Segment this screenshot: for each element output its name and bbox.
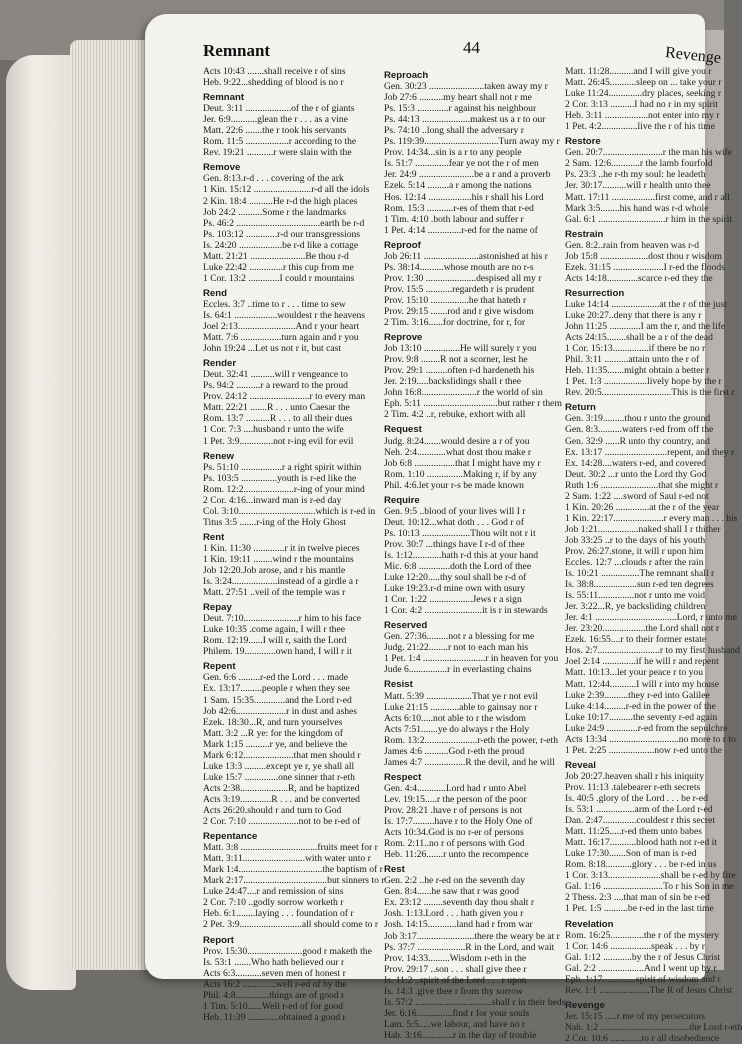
- concordance-entry: Matt. 27:51 ..veil of the temple was r: [203, 587, 346, 599]
- concordance-entry: Rom. 16:25..............the r of the mystery: [565, 929, 720, 941]
- concordance-entry: Ezek. 16:55....r to their former estate: [565, 634, 707, 646]
- concordance-entry: Ex. 13:17 ..........................repent, and they r: [565, 446, 735, 458]
- concordance-entry: Lam. 5:5.....we labour, and have no r: [384, 1018, 526, 1030]
- concordance-entry: James 4:7 .................R the devil, and he will: [384, 756, 555, 768]
- concordance-entry: Prov. 14:34...sin is a r to any people: [384, 147, 522, 159]
- concordance-entry: Ps. 46:2 ...................................earth be r-d: [203, 217, 365, 229]
- concordance-entry: Gal. 1:16 .........................To r his Son in me: [565, 881, 734, 893]
- concordance-entry: Is. 40:5 .glory of the Lord . . . be r-ed: [565, 793, 708, 804]
- concordance-entry: Luke 20:27..deny that there is any r: [565, 309, 702, 321]
- concordance-entry: Luke 14:14 ....................at the r of the just: [565, 298, 727, 310]
- concordance-entry: Is. 64:1 ..................wouldest r the heavens: [203, 309, 366, 321]
- concordance-entry: James 4:6 ..........God r-eth the proud: [384, 745, 525, 757]
- concordance-entry: Is. 53:1 .......Who hath believed our r: [203, 956, 345, 968]
- concordance-entry: Ps. 51:10 .................r a right spirit within: [203, 461, 362, 473]
- concordance-entry: Ex. 13:17.........people r when they see: [203, 683, 350, 695]
- section-heading: Repentance: [203, 831, 258, 843]
- concordance-entry: Luke 10:35 .come again, I will r thee: [203, 624, 345, 636]
- concordance-entry: 1 Cor. 3:13......................shall be r-ed by fire: [565, 870, 736, 882]
- concordance-entry: Deut. 3:11 ...................of the r of giants: [203, 103, 355, 115]
- concordance-entry: Luke 12:20.....thy soul shall be r-d of: [384, 572, 527, 584]
- concordance-entry: Acts 14:18.............scarce r-ed they the: [565, 272, 713, 284]
- concordance-entry: Gen. 8:3..........waters r-ed from off the: [565, 424, 714, 436]
- concordance-entry: Rom. 2:11..no r of persons with God: [384, 838, 525, 850]
- concordance-entry: Ezek. 5:14 .........a r among the nations: [384, 180, 532, 192]
- concordance-entry: Acts 13:34 .............................no more to r to: [565, 733, 736, 745]
- concordance-page: [145, 14, 742, 1044]
- concordance-entry: Matt. 11:28..........and I will give you r: [565, 66, 712, 77]
- concordance-entry: 2 Cor. 7:10 ..godly sorrow worketh r: [203, 897, 344, 909]
- section-heading: Reveal: [565, 759, 596, 771]
- concordance-entry: Deut. 10:12...what doth . . . God r of: [384, 516, 524, 528]
- concordance-entry: Eccles. 12:7 ...clouds r after the rain: [565, 557, 704, 569]
- section-heading: Renew: [203, 450, 234, 462]
- concordance-entry: Matt. 17:11 ..................first come, and r all: [565, 191, 730, 203]
- concordance-entry: Joel 2:13........................And r your heart: [203, 321, 360, 333]
- concordance-entry: Hos. 2:7..........................r to my first husband: [565, 645, 740, 657]
- concordance-entry: Acts 2:38....................R, and be baptized: [203, 782, 360, 794]
- concordance-entry: Luke 19:23.r-d mine own with usury: [384, 583, 526, 595]
- concordance-entry: Deut. 7:10.......................r him to his face: [203, 613, 362, 625]
- section-heading: Return: [565, 402, 596, 414]
- concordance-entry: Acts 6:3...........seven men of honest r: [203, 967, 346, 979]
- concordance-entry: 1 Kin. 15:12 ........................r-d all the idols: [203, 184, 370, 196]
- concordance-entry: Jer. 30:17..........will r health unto thee: [565, 180, 711, 192]
- concordance-entry: 1 Pet. 4:14 ..............r-ed for the name of: [384, 224, 538, 236]
- concordance-entry: 1 Sam. 15:35.............and the Lord r-ed: [203, 694, 352, 706]
- concordance-entry: Jer. 6:16...............find r for your souls: [384, 1007, 530, 1019]
- concordance-entry: 1 Pet. 1:4 ..........................r in heaven for you: [384, 653, 559, 665]
- concordance-entry: Ex. 14:28....waters r-ed, and covered: [565, 457, 706, 469]
- concordance-entry: Gen. 20:7.........................r the man his wife: [565, 147, 733, 159]
- concordance-entry: Job 12:20.Job arose, and r his mantle: [203, 565, 346, 577]
- concordance-entry: 1 Pet. 2:25 ...................now r-ed unto the: [565, 744, 723, 756]
- concordance-entry: Ps. 38:14..........whose mouth are no r-s: [384, 261, 534, 273]
- concordance-entry: Job 33:25 ..r to the days of his youth: [565, 534, 706, 546]
- concordance-entry: 1 Pet. 3:9..............not r-ing evil for evil: [203, 435, 354, 447]
- concordance-entry: Jer. 6:9...........glean the r . . . as a vine: [203, 114, 348, 126]
- concordance-entry: Acts 10:34.God is no r-er of persons: [384, 827, 524, 839]
- concordance-entry: Ps. 103:5 ...............youth is r-ed like the: [203, 472, 357, 484]
- concordance-entry: Prov. 15:5 ...........regardeth r is prudent: [384, 283, 535, 295]
- concordance-entry: Rom. 11:5 ..................r according to the: [203, 136, 357, 148]
- concordance-entry: Rom. 8:18...........glory . . . be r-ed in us: [565, 859, 717, 871]
- section-heading: Rest: [384, 864, 405, 876]
- concordance-entry: Acts 3:19.............R . . . and be converted: [203, 793, 360, 805]
- concordance-entry: Heb. 9:22...shedding of blood is no r: [203, 77, 344, 89]
- concordance-entry: Ezek. 31:15 .....................I r-ed the floods: [565, 261, 725, 273]
- concordance-entry: Matt. 3:8 ................................fruits meet for r: [203, 842, 378, 854]
- concordance-entry: Luke 2:39..........they r-ed into Galilee: [565, 689, 710, 701]
- concordance-entry: Mark 6:12.....................that men should r: [203, 749, 361, 761]
- concordance-entry: Lev. 19:15.....r the person of the poor: [384, 793, 527, 805]
- concordance-entry: Nah. 1:2 .....................................the Lord r-eth: [565, 1021, 742, 1033]
- concordance-entry: Gen. 30:23 .......................taken away my r: [384, 81, 548, 93]
- concordance-entry: Prov. 15:30.......................good r maketh the: [203, 945, 372, 957]
- concordance-entry: Matt. 7:6 .................turn again and r you: [203, 332, 359, 344]
- concordance-entry: Acts 7:51.......ye do always r the Holy: [384, 723, 530, 735]
- concordance-entry: Mark 1:15 ..........r ye, and believe the: [203, 738, 348, 750]
- concordance-entry: 1 Pet. 1:5 ..........be r-ed in the last time: [565, 903, 714, 915]
- concordance-entry: Matt. 26:45...........sleep on ... take your r: [565, 77, 722, 89]
- concordance-entry: John 16:8.......................r the world of sin: [384, 387, 543, 399]
- concordance-entry: Luke 22:42 ..............r this cup from me: [203, 261, 354, 273]
- concordance-entry: Deut. 32:41 ..........will r vengeance to: [203, 369, 348, 381]
- concordance-entry: Gal. 6:1 ............................r him in the spirit: [565, 213, 733, 225]
- concordance-entry: 1 Tim. 5:10......Well r-ed of for good: [203, 1000, 344, 1012]
- concordance-entry: Heb. 11:26.......r unto the recompence: [384, 849, 529, 861]
- concordance-entry: Deut. 30:2 ...r unto the Lord thy God: [565, 468, 707, 480]
- concordance-entry: Ps. 74:10 ..long shall the adversary r: [384, 125, 524, 137]
- concordance-entry: Gen. 8:4......he saw that r was good: [384, 886, 520, 898]
- concordance-entry: Rev. 1:1 .....................The R of Jesus Christ: [565, 984, 733, 996]
- concordance-entry: Gen. 8:2..rain from heaven was r-d: [565, 239, 700, 251]
- concordance-entry: Philem. 19.............own hand, I will r it: [203, 646, 352, 658]
- concordance-entry: Prov. 15:10 ................he that hateth r: [384, 294, 527, 306]
- concordance-entry: Gal. 2:2 ...................And I went up by r: [565, 962, 717, 974]
- concordance-entry: John 11:25 .............I am the r, and the life: [565, 321, 726, 333]
- concordance-entry: Matt. 3:11..........................with water unto r: [203, 853, 371, 865]
- concordance-entry: Acts 10:43 .......shall receive r of sins: [203, 66, 346, 77]
- concordance-entry: Prov. 28:21 .have r of persons is not: [384, 805, 523, 816]
- concordance-entry: Gen. 6:6 .........r-ed the Lord . . . made: [203, 672, 349, 684]
- concordance-entry: 1 Cor. 7:3 ....husband r unto the wife: [203, 424, 344, 436]
- section-heading: Render: [203, 358, 237, 370]
- concordance-entry: Jer. 2:19.....backslidings shall r thee: [384, 376, 521, 388]
- concordance-entry: 2 Tim. 4:2 ..r, rebuke, exhort with all: [384, 409, 526, 421]
- concordance-entry: 1 Kin. 11:30 .............r it in twelve pieces: [203, 542, 360, 554]
- concordance-entry: Matt. 11:25.....r-ed them unto babes: [565, 826, 702, 838]
- concordance-entry: 2 Cor. 3:13 ..........I had no r in my spirit: [565, 99, 718, 111]
- concordance-entry: Ezek. 18:30...R, and turn yourselves: [203, 716, 343, 728]
- concordance-entry: Mark 3:5........his hand was r-d whole: [565, 202, 709, 214]
- section-heading: Rent: [203, 531, 225, 543]
- section-heading: Reproof: [384, 239, 421, 251]
- concordance-entry: 2 Thess. 2:3 ....that man of sin be r-ed: [565, 892, 710, 904]
- concordance-entry: Job 13:10 ...............He will surely r you: [384, 343, 537, 355]
- concordance-entry: Is. 38:8..................sun r-ed ten degrees: [565, 579, 714, 591]
- section-heading: Resist: [384, 679, 413, 691]
- section-heading: Report: [203, 934, 234, 946]
- concordance-entry: 2 Cor. 4:16...inward man is r-ed day: [203, 494, 342, 506]
- column-3: [565, 66, 742, 1044]
- concordance-entry: Luke 4:14.........r-ed in the power of the: [565, 700, 716, 712]
- section-heading: Restore: [565, 136, 601, 148]
- concordance-entry: Gen. 27:36.........not r a blessing for me: [384, 631, 535, 643]
- concordance-entry: Rev. 20:5.............................This is the first r: [565, 387, 735, 399]
- concordance-entry: Prov. 24:12 .........................r to every man: [203, 391, 366, 403]
- concordance-entry: 1 Cor. 1:22 ..................Jews r a sign: [384, 594, 522, 606]
- concordance-entry: Is. 3:24...................instead of a girdle a r: [203, 576, 359, 588]
- concordance-entry: 1 Pet. 4:2...............live the r of his time: [565, 121, 716, 133]
- concordance-entry: Matt. 16:17...........blood hath not r-ed it: [565, 837, 717, 849]
- concordance-entry: Gen. 2:2 ..he r-ed on the seventh day: [384, 875, 526, 887]
- concordance-entry: Rom. 12:2.....................r-ing of your mind: [203, 483, 365, 495]
- concordance-entry: Prov. 26:27.stone, it will r upon him: [565, 545, 704, 557]
- concordance-entry: Heb. 11:35.......might obtain a better r: [565, 365, 710, 377]
- concordance-entry: Job 24:2 ..........Some r the landmarks: [203, 206, 347, 218]
- concordance-entry: Is. 11:2 ..spirit of the Lord . . . r upon: [384, 974, 527, 986]
- concordance-entry: Rom. 13:7 ..........R . . . to all their dues: [203, 413, 353, 425]
- concordance-entry: Prov. 11:13 .talebearer r-eth secrets: [565, 781, 701, 793]
- concordance-entry: Judg. 8:24.......would desire a r of you: [384, 435, 530, 447]
- column-1: [203, 66, 385, 1023]
- concordance-entry: Phil. 4:6.let your r-s be made known: [384, 479, 524, 491]
- section-heading: Revenge: [565, 999, 605, 1011]
- concordance-entry: Acts 24:15........shall be a r of the dead: [565, 332, 713, 344]
- concordance-entry: 2 Cor. 10:6 .............to r all disobedience: [565, 1032, 720, 1044]
- section-heading: Revelation: [565, 918, 614, 930]
- concordance-entry: Job 42:6.....................r in dust and ashes: [203, 705, 358, 717]
- concordance-entry: Ps. 119:39...............................Turn away my r: [384, 136, 560, 148]
- concordance-entry: Gen. 9:5 ..blood of your lives will I r: [384, 505, 526, 517]
- concordance-entry: 2 Cor. 7:10 .....................not to be r-ed of: [203, 816, 361, 828]
- concordance-entry: Heb. 3:11 ..................not enter into my r: [565, 110, 720, 122]
- concordance-entry: Is. 24:20 ..................be r-d like a cottage: [203, 239, 359, 251]
- concordance-entry: Rom. 13:2......................r-eth the power, r-eth: [384, 734, 559, 746]
- concordance-entry: Hos. 12:14 ..................his r shall his Lord: [384, 191, 544, 203]
- concordance-entry: Prov. 29:15 .......rod and r give wisdom: [384, 305, 534, 317]
- concordance-entry: Job 27:6 ..........my heart shall not r me: [384, 92, 532, 104]
- concordance-entry: Rom. 12:19......I will r, saith the Lord: [203, 635, 347, 647]
- concordance-entry: Job 1:21.................naked shall I r thither: [565, 523, 721, 535]
- concordance-entry: Heb. 11:39 .............obtained a good r: [203, 1011, 346, 1023]
- concordance-entry: Josh. 1:13.Lord . . . hath given you r: [384, 908, 524, 920]
- concordance-entry: Matt. 22:21 .......R . . . unto Caesar the: [203, 402, 350, 414]
- concordance-entry: Gen. 8:13.r-d . . . covering of the ark: [203, 173, 344, 185]
- concordance-entry: Is. 51:7 ..............fear ye not the r of men: [384, 158, 539, 170]
- concordance-entry: Job 3:17........................there the weary be at r: [384, 930, 560, 942]
- concordance-entry: Gal. 1:12 ............by the r of Jesus Christ: [565, 951, 721, 963]
- concordance-entry: Joel 2:14 ..............if he will r and repent: [565, 656, 719, 668]
- concordance-entry: Gen. 32:9 ......R unto thy country, and: [565, 435, 710, 447]
- concordance-entry: Matt. 21:21 .......................Be thou r-d: [203, 250, 349, 262]
- concordance-entry: Jer. 15:15 .....r me of my persecutors: [565, 1010, 706, 1022]
- concordance-entry: Mark 1:4...................................the baptism of r: [203, 864, 383, 876]
- concordance-entry: Gen. 4:4............Lord had r unto Abel: [384, 782, 527, 794]
- section-heading: Resurrection: [565, 287, 625, 299]
- section-heading: Reserved: [384, 620, 428, 632]
- concordance-entry: Rom. 1:10 ...............Making r, if by any: [384, 468, 537, 480]
- concordance-entry: Acts 26:20.should r and turn to God: [203, 805, 342, 816]
- section-heading: Repay: [203, 602, 232, 614]
- concordance-entry: Luke 24:47....r and remission of sins: [203, 886, 344, 898]
- concordance-entry: 1 Pet. 1:3 ..................lively hope by the r: [565, 376, 722, 388]
- concordance-entry: Hab. 3:16.............r in the day of trouble: [384, 1029, 537, 1041]
- concordance-entry: Jer. 4:1 ..................................Lord, r unto me: [565, 612, 737, 624]
- concordance-entry: Ps. 94:2 ..........r a reward to the proud: [203, 380, 348, 392]
- concordance-entry: 1 Cor. 4:2 ........................it is r in stewards: [384, 605, 548, 617]
- section-heading: Require: [384, 494, 420, 506]
- concordance-entry: Luke 10:17..........the seventy r-ed again: [565, 711, 718, 723]
- concordance-entry: Matt. 5:39 ...................That ye r not evil: [384, 690, 539, 702]
- concordance-entry: Matt. 22:6 .......the r took his servants: [203, 125, 347, 137]
- concordance-entry: Prov. 29:1 .........often r-d hardeneth his: [384, 365, 535, 377]
- concordance-entry: Job 20:27.heaven shall r his iniquity: [565, 770, 705, 782]
- section-heading: Remove: [203, 162, 241, 174]
- concordance-entry: Is. 10:21 ................The remnant shall r: [565, 568, 715, 580]
- section-heading: Rend: [203, 287, 227, 299]
- concordance-entry: 1 Cor. 13:2 .............I could r mountains: [203, 272, 355, 284]
- concordance-entry: Ruth 1:6 ........................that she might r: [565, 479, 719, 491]
- section-heading: Reprove: [384, 332, 423, 344]
- concordance-entry: Matt. 10:13...let your peace r to you: [565, 667, 704, 679]
- concordance-entry: Ps. 103:12 .............r-d our transgressions: [203, 228, 361, 240]
- concordance-entry: 2 Sam. 1:22 ....sword of Saul r-ed not: [565, 490, 709, 502]
- concordance-entry: Is. 57:2 ................................shall r in their beds: [384, 996, 566, 1008]
- section-heading: Request: [384, 424, 422, 436]
- concordance-entry: Luke 15:7 ..............one sinner that r-eth: [203, 771, 355, 783]
- concordance-entry: Jude 6................r in everlasting chains: [384, 664, 532, 676]
- concordance-entry: Prov. 29:17 ..son . . . shall give thee r: [384, 963, 527, 975]
- concordance-entry: 1 Cor. 14:6 .................speak . . . by r: [565, 940, 705, 952]
- concordance-entry: Prov. 1:30 .....................despised all my r: [384, 272, 542, 284]
- concordance-entry: Job 15:8 ....................dost thou r wisdom: [565, 250, 722, 262]
- concordance-entry: 2 Pet. 3:9..........................all should come to r: [203, 919, 379, 931]
- book-cover: [6, 55, 76, 990]
- section-heading: Remnant: [203, 92, 245, 104]
- concordance-entry: Ps. 10:13 ....................Thou wilt not r it: [384, 527, 536, 539]
- concordance-entry: Luke 24:9 .............r-ed from the sepulchre: [565, 722, 728, 734]
- concordance-entry: 1 Kin. 19:11 ........wind r the mountains: [203, 553, 354, 565]
- concordance-entry: Jer. 24:9 .......................be a r and a proverb: [384, 169, 551, 181]
- concordance-entry: Jer. 23:20..................the Lord shall not r: [565, 623, 720, 635]
- concordance-entry: Is. 53:1 ................arm of the Lord r-ed: [565, 804, 713, 816]
- section-heading: Restrain: [565, 228, 604, 240]
- concordance-entry: Acts 16:2 ..............well r-ed of by the: [203, 978, 347, 990]
- page-number: 44: [463, 38, 480, 57]
- concordance-entry: Ex. 23:12 ........seventh day thou shalt r: [384, 897, 535, 909]
- concordance-entry: Eph. 1:17..............spirit of wisdom and r: [565, 973, 721, 985]
- concordance-entry: Mark 2:17...................................but sinners to r: [203, 875, 385, 887]
- concordance-entry: 2 Tim. 3:16......for doctrine, for r, for: [384, 317, 526, 329]
- concordance-entry: Is. 17:7.........have r to the Holy One of: [384, 816, 533, 828]
- concordance-entry: 2 Kin. 18:4 ..........He r-d the high places: [203, 195, 358, 207]
- column-2: [384, 66, 566, 1041]
- concordance-entry: Titus 3:5 .......r-ing of the Holy Ghost: [203, 516, 347, 528]
- concordance-entry: Neh. 2:4............what dost thou make r: [384, 446, 532, 458]
- concordance-entry: John 19:24 ...Let us not r it, but cast: [203, 343, 342, 355]
- concordance-entry: Col. 3:10................................which is r-ed in: [203, 505, 376, 517]
- concordance-entry: Ps. 23:3 ..he r-th my soul: he leadeth: [565, 169, 706, 181]
- concordance-entry: Acts 6:10.....not able to r the wisdom: [384, 712, 527, 724]
- concordance-entry: Luke 11:24..............dry places, seeking r: [565, 88, 722, 100]
- concordance-entry: 1 Cor. 15:13...............if there be no r: [565, 343, 706, 355]
- concordance-entry: Judg. 21:22........r not to each man his: [384, 642, 529, 654]
- section-heading: Reproach: [384, 70, 429, 81]
- page-header-left: Remnant: [203, 41, 271, 60]
- concordance-entry: 2 Sam. 12:6............r the lamb fourfold: [565, 158, 713, 170]
- concordance-entry: Prov. 14:33.........Wisdom r-eth in the: [384, 952, 527, 964]
- concordance-entry: Josh. 14:15............land had r from war: [384, 919, 533, 931]
- concordance-entry: Matt. 3:2 ...R ye: for the kingdom of: [203, 727, 343, 739]
- concordance-entry: Rom. 15:3 ...........r-es of them that r-ed: [384, 202, 534, 214]
- concordance-entry: Mic. 6:8 .............doth the Lord of thee: [384, 561, 532, 573]
- concordance-entry: Eccles. 3:7 ..time to r . . . time to sew: [203, 298, 346, 310]
- concordance-entry: Gen. 3:19.........thou r unto the ground: [565, 413, 711, 425]
- concordance-entry: Luke 21:15 ............able to gainsay nor r: [384, 701, 538, 713]
- concordance-entry: Rev. 19:21 ...........r were slain with the: [203, 147, 352, 159]
- concordance-entry: 1 Kin. 22:17.....................r every man . . . his: [565, 512, 738, 524]
- concordance-entry: Luke 13:3 .........except ye r, ye shall all: [203, 760, 355, 772]
- concordance-entry: Ps. 37:7 ....................R in the Lord, and wait: [384, 941, 555, 953]
- section-heading: Respect: [384, 771, 422, 783]
- concordance-entry: Heb. 6:1........laying . . . foundation of r: [203, 908, 354, 920]
- concordance-entry: Dan. 2:47..............couldest r this secret: [565, 815, 716, 827]
- concordance-entry: Ps. 44:13 ....................makest us a r to our: [384, 114, 546, 126]
- concordance-entry: Phil. 4:8..............things are of good r: [203, 989, 345, 1001]
- section-heading: Repent: [203, 661, 236, 673]
- concordance-entry: Jer. 3:22...R, ye backsliding children: [565, 601, 706, 613]
- concordance-entry: Ps. 15:3 .............r against his neighbour: [384, 103, 537, 115]
- concordance-entry: Job 26:11 .......................astonished at his r: [384, 250, 548, 262]
- concordance-entry: Is. 55:11...............not r unto me void: [565, 590, 706, 602]
- concordance-entry: Is. 1:12............hath r-d this at your hand: [384, 549, 539, 561]
- concordance-entry: Job 6:8 .................that I might have my r: [384, 457, 541, 469]
- concordance-entry: Prov. 9:8 ........R not a scorner, lest he: [384, 354, 528, 366]
- concordance-entry: Eph. 5:11 ...............................but rather r them: [384, 398, 562, 410]
- page-header-right: Revenge: [664, 44, 722, 67]
- concordance-entry: 1 Kin. 20:26 ..............at the r of the year: [565, 501, 720, 513]
- concordance-entry: Prov. 30:7 ...things have I r-d of thee: [384, 538, 525, 550]
- concordance-entry: Luke 17:30.......Son of man is r-ed: [565, 848, 697, 860]
- concordance-entry: Matt. 12:44...........I will r into my house: [565, 678, 720, 690]
- concordance-entry: Phil. 3:11 ..........attain unto the r of: [565, 354, 700, 366]
- concordance-entry: 1 Tim. 4:10 .both labour and suffer r: [384, 213, 524, 225]
- concordance-entry: Is. 14:3 .give thee r from thy sorrow: [384, 985, 523, 997]
